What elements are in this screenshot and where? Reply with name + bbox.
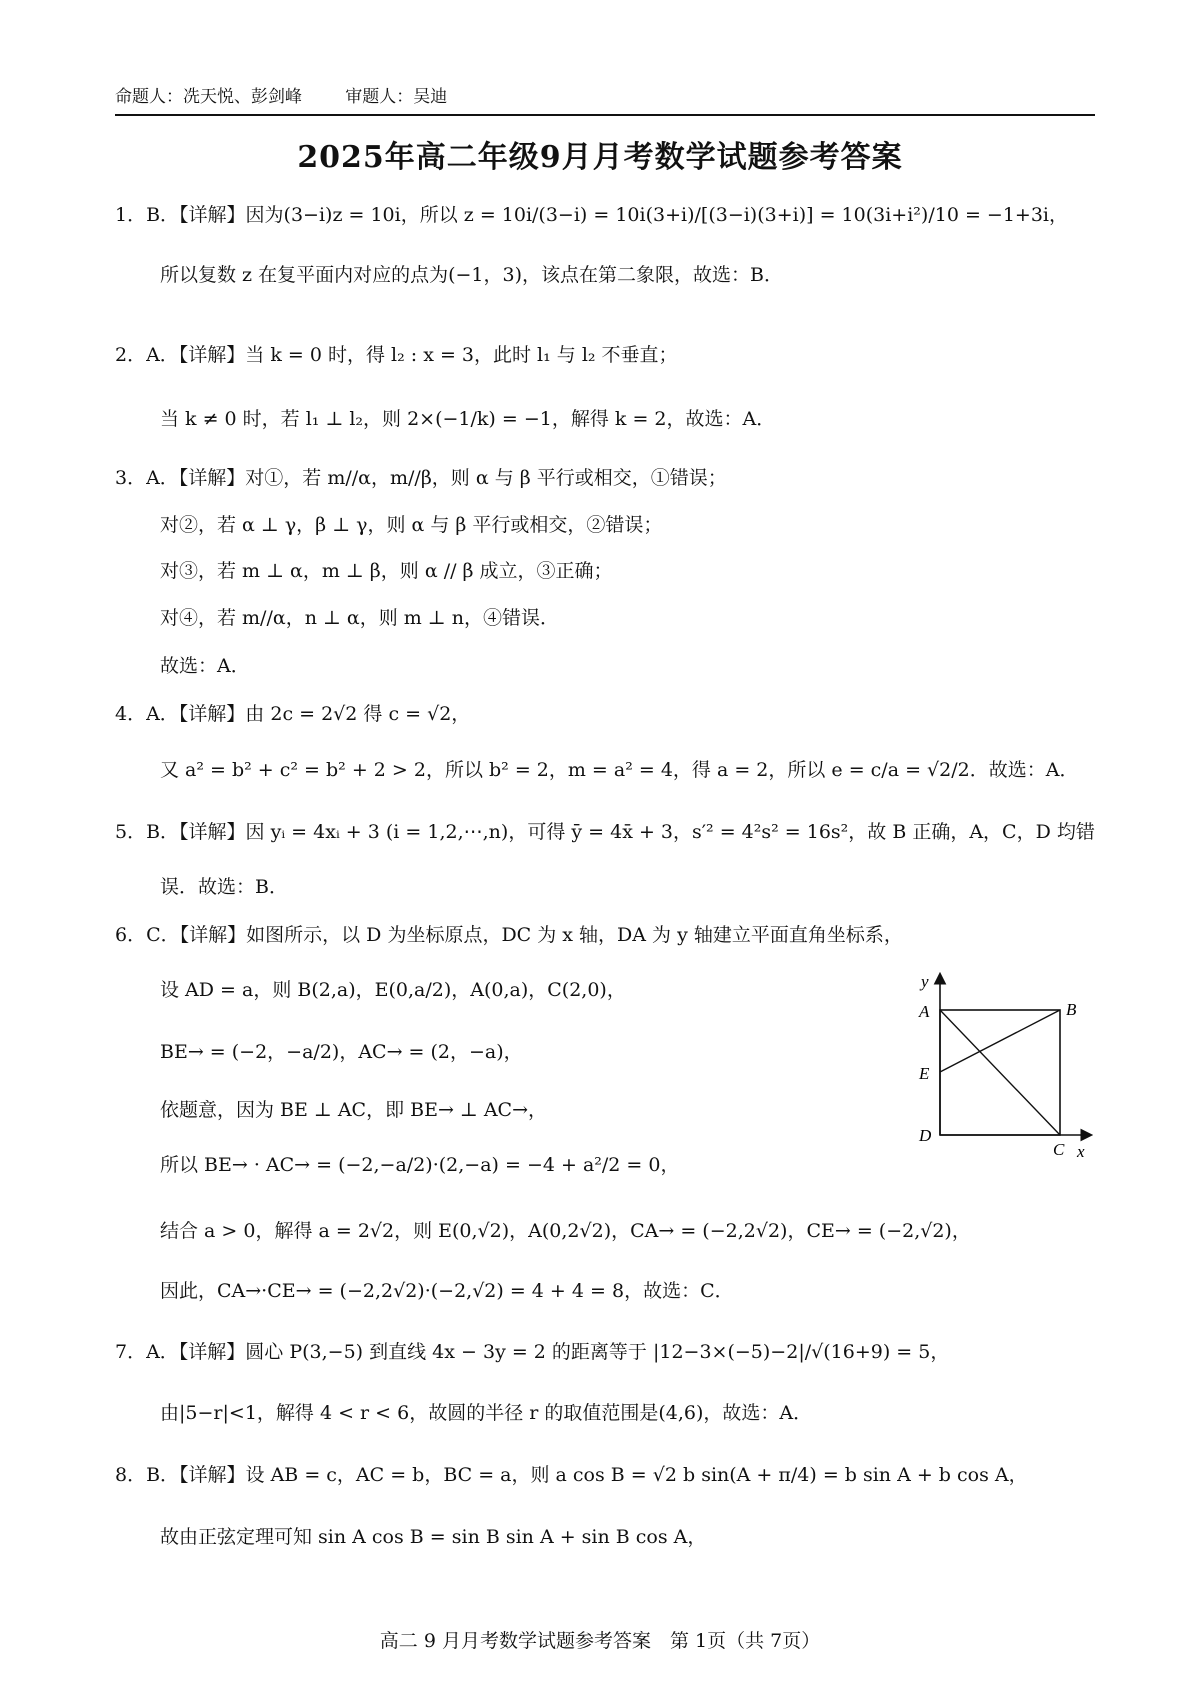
segment-ac: [940, 1010, 1060, 1135]
answer-line-11: 又 a² = b² + c² = b² + 2 > 2，所以 b² = 2，m = a² = 4，得 a = 2，所以 e = c/a = √2/2．故选：A．: [160, 759, 1079, 781]
answer-line-5: 3．A．【详解】对①，若 m//α，m//β，则 α 与 β 平行或相交，①错误；: [115, 467, 727, 489]
answer-line-21: 7．A．【详解】圆心 P(3,−5) 到直线 4x − 3y = 2 的距离等于 |12−3×(−5)−2|/√(16+9) = 5，: [115, 1341, 950, 1363]
answer-line-14: 6．C．【详解】如图所示，以 D 为坐标原点，DC 为 x 轴，DA 为 y 轴建立平面直角坐标系，: [115, 924, 903, 946]
answer-line-23: 8．B．【详解】设 AB = c，AC = b，BC = a，则 a cos B = √2 b sin(A + π/4) = b sin A + b cos A，: [115, 1464, 1028, 1486]
answer-line-9: 故选：A．: [160, 655, 250, 677]
label-e: E: [919, 1064, 930, 1083]
segment-be: [940, 1010, 1060, 1072]
coordinate-figure: [915, 965, 1100, 1170]
label-y: y: [921, 972, 929, 991]
page-footer: 高二 9 月月考数学试题参考答案 第 1页（共 7页）: [379, 1630, 821, 1652]
answer-line-8: 对④，若 m//α，n ⊥ α，则 m ⊥ n，④错误．: [160, 607, 559, 629]
label-a: A: [919, 1002, 930, 1021]
answer-line-22: 由|5−r|<1，解得 4 < r < 6，故圆的半径 r 的取值范围是(4,6)，故选：A．: [160, 1402, 813, 1424]
label-d: D: [919, 1126, 932, 1145]
setters-label: 命题人：冼天悦、彭剑峰: [115, 87, 302, 107]
answer-line-10: 4．A．【详解】由 2c = 2√2 得 c = √2，: [115, 703, 471, 725]
answer-line-7: 对③，若 m ⊥ α，m ⊥ β，则 α // β 成立，③正确；: [160, 560, 613, 582]
page-header: [115, 86, 1095, 116]
answer-line-19: 结合 a > 0，解得 a = 2√2，则 E(0,√2)，A(0,2√2)，CA→ = (−2,2√2)，CE→ = (−2,√2)，: [160, 1220, 971, 1242]
answer-line-13: 误．故选：B．: [160, 876, 288, 898]
answer-line-20: 因此，CA→·CE→ = (−2,2√2)·(−2,√2) = 4 + 4 = 8，故选：C．: [160, 1280, 734, 1302]
answer-line-2: 所以复数 z 在复平面内对应的点为(−1，3)，该点在第二象限，故选：B．: [160, 264, 783, 286]
label-c: C: [1053, 1140, 1065, 1159]
reviewer-label: 审题人：吴迪: [345, 87, 448, 107]
label-x: x: [1077, 1142, 1085, 1161]
answer-line-12: 5．B．【详解】因 yᵢ = 4xᵢ + 3 (i = 1,2,⋯,n)，可得 ȳ = 4x̄ + 3，s′² = 4²s² = 16s²，故 B 正确，A，C，D 均错: [115, 821, 1095, 843]
answer-line-1: 1．B．【详解】因为(3−i)z = 10i，所以 z = 10i/(3−i) = 10i(3+i)/[(3−i)(3+i)] = 10(3i+i²)/10 = −1+3i，: [115, 204, 1068, 226]
answer-line-15: 设 AD = a，则 B(2,a)，E(0,a/2)，A(0,a)，C(2,0)，: [160, 979, 626, 1001]
label-b: B: [1066, 1000, 1077, 1019]
answer-line-24: 故由正弦定理可知 sin A cos B = sin B sin A + sin B cos A，: [160, 1526, 707, 1548]
answer-line-3: 2．A．【详解】当 k = 0 时，得 l₂ : x = 3，此时 l₁ 与 l₂ 不垂直；: [115, 344, 678, 366]
answer-line-4: 当 k ≠ 0 时，若 l₁ ⊥ l₂，则 2×(−1/k) = −1，解得 k = 2，故选：A．: [160, 408, 776, 430]
answer-line-17: 依题意，因为 BE ⊥ AC，即 BE→ ⊥ AC→，: [160, 1099, 547, 1121]
page-title: 2025年高二年级9月月考数学试题参考答案: [297, 140, 903, 175]
answer-line-6: 对②，若 α ⊥ γ，β ⊥ γ，则 α 与 β 平行或相交，②错误；: [160, 514, 663, 536]
answer-line-16: BE→ = (−2，−a/2)，AC→ = (2，−a)，: [160, 1041, 523, 1063]
answer-line-18: 所以 BE→ · AC→ = (−2,−a/2)·(2,−a) = −4 + a²/2 = 0，: [160, 1154, 680, 1176]
